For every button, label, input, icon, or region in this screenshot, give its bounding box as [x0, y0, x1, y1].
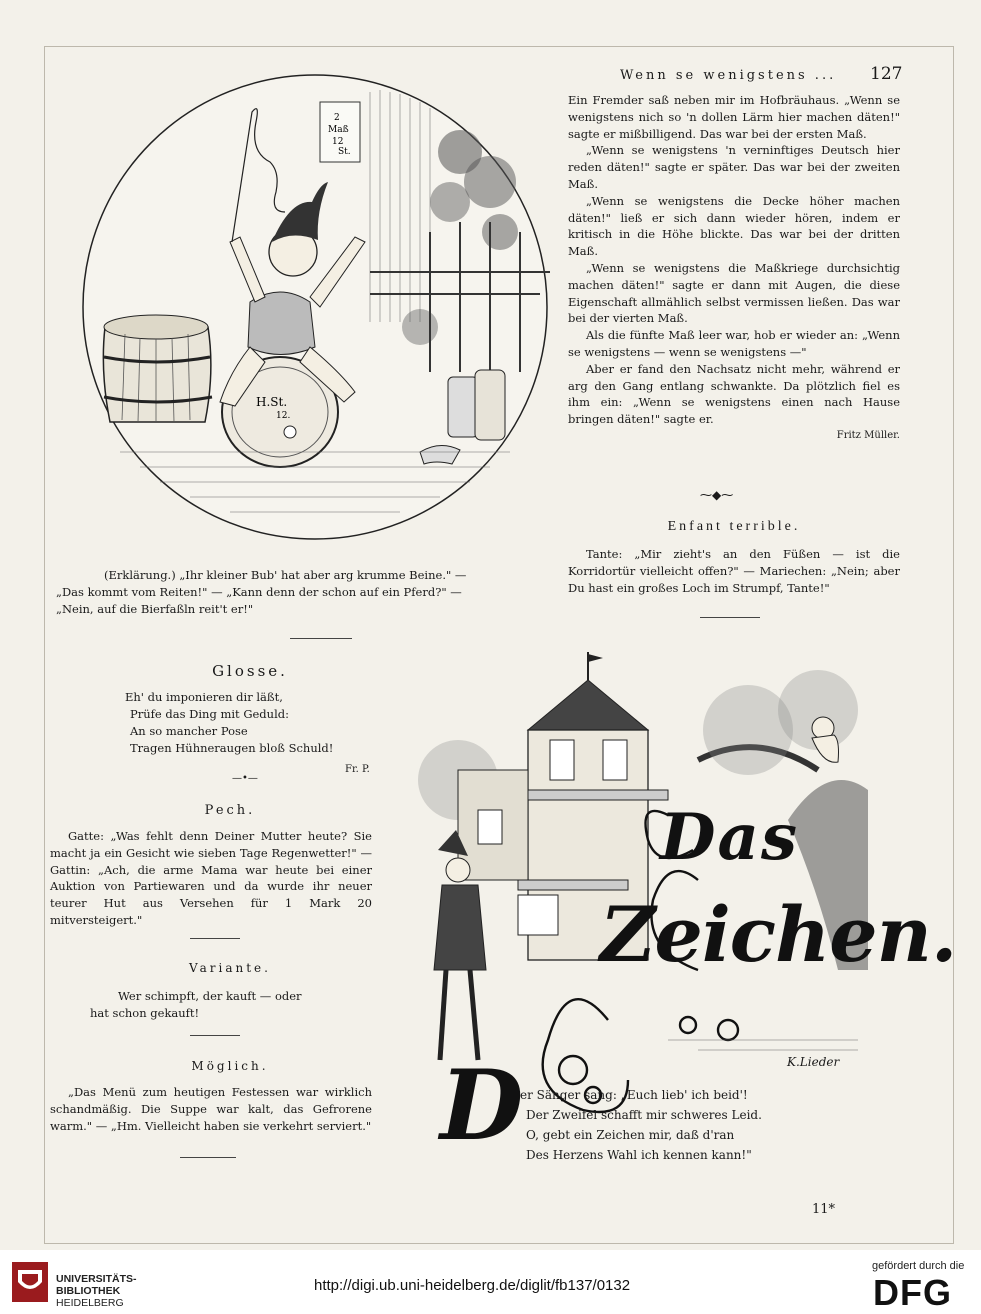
story-paragraph: „Wenn se wenigstens die Decke höher machen däten!" ließ er sich dann wieder hören, indem er kritisch in die Höhe blickte. Das war bei der dritten Maß. [568, 193, 900, 259]
glosse-signature: Fr. P. [345, 764, 370, 775]
poem-line: Eh' du imponieren dir läßt, [125, 690, 283, 704]
pech-text [50, 828, 372, 929]
verse-line: er Sänger sang: „Euch lieb' ich beid'! [520, 1088, 748, 1102]
library-line-2: BIBLIOTHEK [56, 1285, 121, 1297]
divider [700, 617, 760, 618]
story-paragraph: Als die fünfte Maß leer war, hob er wieder an: „Wenn se wenigstens — wenn se wenigstens —" [568, 328, 900, 359]
drop-cap: D [440, 1049, 524, 1162]
enfant-paragraph: Tante: „Mir zieht's an den Füßen — ist die Korridortür vielleicht offen?" — Mariechen: „Nein; aber Du hast ein großes Loch im Strumpf, Tante!" [568, 547, 900, 595]
zeichen-title-line-1: Das [660, 800, 799, 875]
moeglich-title: Möglich. [191, 1059, 269, 1073]
glosse-title: Glosse. [212, 662, 288, 680]
ornament-divider: ⁓◆⁓ [700, 488, 734, 502]
dfg-logo: DFG [873, 1272, 952, 1313]
footer-bar [0, 1250, 981, 1313]
story-paragraph: „Wenn se wenigstens die Maßkriege durchsichtig machen däten!" sagte er dann mit Augen, die diese Eigenschaft allmählich selbst vermissen ließen. Das war bei der vierten Maß. [568, 260, 900, 326]
library-name [56, 1273, 137, 1309]
caption-line-3: „Nein, auf die Bierfaßln reit't er!" [56, 602, 254, 616]
ornament-divider: —•— [232, 773, 258, 784]
cartoon-caption [56, 567, 541, 618]
story-paragraph: Ein Fremder saß neben mir im Hofbräuhaus. „Wenn se wenigstens nich so 'n dollen Lärm hier machen däten!" sagte er mißbilligend. Das war bei der ersten Maß. [568, 93, 900, 141]
moeglich-paragraph: „Das Menü zum heutigen Festessen war wirklich schandmäßig. Die Suppe war kalt, das Gefrorene warm." — „Hm. Vielleicht haben sie verkehrt serviert." [50, 1085, 372, 1133]
poem-line: Prüfe das Ding mit Geduld: [130, 707, 289, 721]
divider [290, 638, 352, 639]
pech-paragraph: Gatte: „Was fehlt denn Deiner Mutter heute? Sie macht ja ein Gesicht wie sieben Tage Regenwetter!" — Gattin: „Ach, die arme Mama war heute bei einer Auktion von Partiewaren und da wurde ihr neuer teurer Hut aus Versehen für 1 Mark 20 mitversteigert." [50, 829, 372, 927]
story-article [568, 92, 900, 445]
barrel-text-1: H.St. [256, 395, 288, 409]
enfant-title: Enfant terrible. [667, 519, 801, 534]
verse-line: Des Herzens Wahl ich kennen kann!" [526, 1148, 752, 1162]
zeichen-verse [520, 1085, 820, 1165]
moeglich-text [50, 1084, 372, 1134]
sign-line-4: St. [338, 147, 351, 157]
story-signature: Fritz Müller. [836, 429, 900, 441]
library-line-3: HEIDELBERG [56, 1297, 124, 1309]
divider [190, 1035, 240, 1036]
poem-line: An so mancher Pose [130, 724, 248, 738]
signature-mark: 11* [812, 1202, 836, 1217]
story-paragraph: „Wenn se wenigstens 'n verninftiges Deutsch hier reden däten!" sagte er später. Das war bei der zweiten Maß. [568, 143, 900, 191]
sign-line-3: 12 [332, 137, 344, 147]
sign-line-1: 2 [334, 113, 340, 123]
running-title: Wenn se wenigstens ... [620, 68, 837, 83]
artist-signature: K.Lieder [787, 1055, 840, 1069]
variante-title: Variante. [189, 961, 271, 975]
variante-lines [90, 988, 350, 1022]
library-line-1: UNIVERSITÄTS- [56, 1273, 137, 1285]
pech-title: Pech. [204, 803, 256, 818]
standing-barrel [103, 315, 212, 422]
variante-line: hat schon gekauft! [90, 1005, 200, 1020]
glosse-poem [125, 689, 385, 757]
enfant-text [568, 546, 900, 596]
digitization-url-link[interactable]: http://digi.ub.uni-heidelberg.de/diglit/fb137/0132 [314, 1277, 631, 1294]
cartoon-illustration [80, 72, 550, 542]
barrel-text-2: 12. [276, 411, 291, 421]
verse-line: O, gebt ein Zeichen mir, daß d'ran [526, 1128, 735, 1142]
sign-line-2: Maß [328, 125, 349, 135]
ground [668, 1040, 858, 1050]
variante-line: Wer schimpft, der kauft — oder [118, 989, 302, 1003]
page-number: 127 [870, 64, 903, 84]
caption-line-2: „Das kommt vom Reiten!" — „Kann denn der schon auf ein Pferd?" — [56, 585, 462, 599]
university-seal-icon [10, 1260, 50, 1304]
verse-line: Der Zweifel schafft mir schweres Leid. [526, 1108, 762, 1122]
divider [190, 938, 240, 939]
story-paragraph: Aber er fand den Nachsatz nicht mehr, während er arg den Gang entlang schwankte. Da plötzlich fiel es ihm ein: „Wenn se wenigstens einen nach Hause bringen däten!" sagte er. [568, 361, 900, 427]
divider [180, 1157, 236, 1158]
caption-line-1: (Erklärung.) „Ihr kleiner Bub' hat aber arg krumme Beine." — [104, 568, 467, 582]
funding-label: gefördert durch die [872, 1260, 965, 1272]
poem-line: Tragen Hühneraugen bloß Schuld! [130, 741, 334, 755]
zeichen-title-line-2: Zeichen. [600, 890, 957, 979]
